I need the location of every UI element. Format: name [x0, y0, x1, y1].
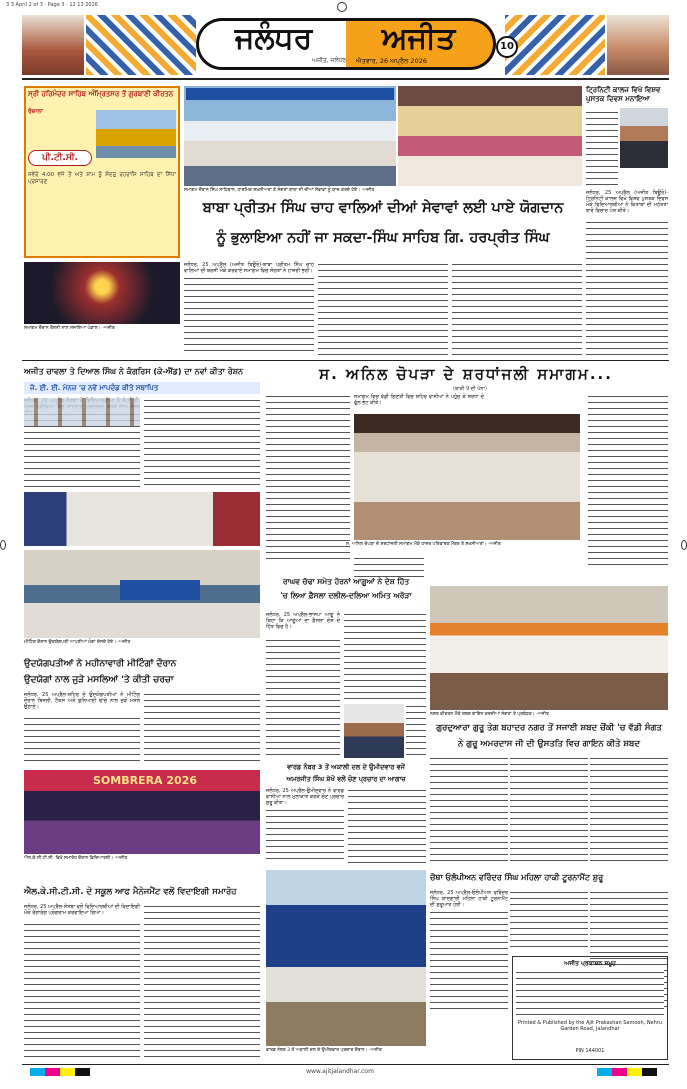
left-ad-title: ਸ੍ਰੀ ਹਰਿਮੰਦਰ ਸਾਹਿਬ ਅੰਮ੍ਰਿਤਸਰ ਤੋਂ ਗੁਰਬਾਣੀ ਕੀਰਤਨ	[28, 90, 174, 98]
bus-caption: ਵਾਰਡ ਨੰਬਰ 3 ਤੋਂ ਅਕਾਲੀ ਦਲ ਦੇ ਉਮੀਦਵਾਰ ਪ੍ਰਚਾਰ ਦੌਰਾਨ। -ਅਜੀਤ	[266, 1048, 382, 1053]
lead-body-col-3	[452, 262, 582, 356]
night-pandal-photo	[24, 262, 180, 324]
registration-mark-left	[0, 540, 6, 550]
section-rule-1	[22, 360, 669, 361]
lead-photo-1	[184, 86, 396, 186]
masthead-pattern-left	[86, 15, 196, 75]
amit-body-col-3	[406, 704, 426, 758]
ward-body-col-1	[266, 808, 344, 864]
lead-photo-1-banner	[186, 88, 394, 100]
school-body: ਜਲੰਧਰ, 25 ਅਪ੍ਰੈਲ-ਸੰਸਥਾ ਵਲੋਂ ਵਿਦਿਆਰਥੀਆਂ ਦੀ ਵਿਦਾਇਗੀ ਮੌਕੇ ਰੰਗਾਰੰਗ ਪ੍ਰੋਗਰਾਮ ਕਰਵਾਇਆ ਗਿਆ।	[24, 904, 140, 916]
industry-headline-1: ਉਦਯੋਗਪਤੀਆਂ ਨੇ ਮਹੀਨਾਵਾਰੀ ਮੀਟਿੰਗਾਂ ਦੌਰਾਨ	[24, 659, 177, 669]
crowd-body-col-1	[430, 756, 508, 864]
lead-body-col-1	[184, 276, 314, 356]
masthead-pattern-right	[505, 15, 605, 75]
memorial-headline: ਸ. ਅਨਿਲ ਚੋਪੜਾ ਦੇ ਸ਼ਰਧਾਂਜਲੀ ਸਮਾਗਮ...	[319, 365, 613, 383]
footer-color-bar-right	[597, 1068, 657, 1076]
masthead-title-left: ਜਲੰਧਰ	[234, 21, 313, 56]
joint-action-banner	[120, 580, 200, 600]
footer-rule	[22, 1064, 669, 1065]
jee-students-photo	[24, 492, 260, 546]
industry-caption: ਮੀਟਿੰਗ ਦੌਰਾਨ ਉਦਯੋਗਪਤੀ ਆਪਣੀਆਂ ਮੰਗਾਂ ਦੱਸਦੇ ਹੋਏ। -ਅਜੀਤ	[24, 640, 131, 645]
left-ad-badge: ਪੀ.ਟੀ.ਸੀ.	[28, 150, 92, 166]
school-headline: ਐਲ.ਕੇ.ਸੀ.ਟੀ.ਸੀ. ਦੇ ਸਕੂਲ ਆਫ ਮੈਨੇਜਮੈਂਟ ਵਲੋਂ ਵਿਦਾਇਗੀ ਸਮਾਰੋਹ	[24, 887, 237, 897]
campaign-bus-photo	[266, 870, 426, 1046]
amit-body-col-1	[266, 638, 340, 758]
memorial-caption: ਸ. ਅਨਿਲ ਚੋਪੜਾ ਦੇ ਸ਼ਰਧਾਂਜਲੀ ਸਮਾਗਮ ਮੌਕੇ ਹਾਜ਼ਰ ਪਰਿਵਾਰਕ ਮੈਂਬਰ ਤੇ ਸ਼ਖ਼ਸੀਅਤਾਂ। -ਅਜੀਤ	[346, 542, 501, 547]
top-right-body: ਜਲੰਧਰ, 25 ਅਪ੍ਰੈਲ (ਅਜੀਤ ਬਿਊਰੋ)-ਟ੍ਰਿਨਿਟੀ ਕਾਲਜ ਵਿਖੇ ਵਿਸ਼ਵ ਪੁਸਤਕ ਦਿਵਸ ਮੌਕੇ ਵਿਦਿਆਰਥੀਆਂ ਨੇ ਕਿਤਾਬਾਂ ਦੀ ਮਹੱਤਤਾ ਬਾਰੇ ਵਿਚਾਰ ਪੇਸ਼ ਕੀਤੇ।	[586, 190, 668, 214]
school-body-col-1	[24, 922, 140, 1060]
imprint-lines	[516, 970, 664, 1018]
sangat-crowd-photo	[430, 586, 668, 710]
footer-text: www.ajitjalandhar.com	[306, 1068, 374, 1075]
amit-dek-2: ਅਮਰਜੀਤ ਸਿੰਘ ਸ਼ੇਖੋਂ ਵਲੋਂ ਚੋਣ ਪ੍ਰਚਾਰ ਦਾ ਆਗਾਜ਼	[286, 775, 406, 783]
amit-dek-1: ਵਾਰਡ ਨੰਬਰ 3 ਤੋਂ ਅਕਾਲੀ ਦਲ ਦੇ ਉਮੀਦਵਾਰ ਵਜੋਂ	[287, 763, 405, 771]
hockey-headline: ਚੌਥਾ ਓਲੰਪੀਅਨ ਵਰਿੰਦਰ ਸਿੰਘ ਮਹਿਲਾ ਹਾਕੀ ਟੂਰਨਾਮੈਂਟ ਸ਼ੁਰੂ	[430, 873, 604, 882]
lead-photo-2	[398, 86, 582, 186]
imprint-title: ਅਜੀਤ ਪ੍ਰਕਾਸ਼ਨ ਸਮੂਹ	[564, 960, 616, 967]
mid-left-banner: ਜੇ. ਈ. ਈ. ਮੇਨਜ਼ 'ਚ ਨਵੇਂ ਮਾਪਦੰਡ ਕੀਤੇ ਸਥਾਪਿਤ	[24, 382, 260, 394]
crowd-body-col-3	[590, 756, 668, 864]
industry-body-col-2	[144, 692, 260, 764]
memorial-body-col-2	[588, 394, 668, 568]
top-right-body-2	[586, 220, 668, 360]
print-slug: 3 3 April 2 of 3 · Page 3 · 12 13 2026	[6, 2, 98, 8]
crowd-caption: ਨਗਰ ਕੀਰਤਨ ਮੌਕੇ ਸ਼ਬਦ ਗਾਇਨ ਕਰਦੀਆਂ ਸੰਗਤਾਂ ਤੇ ਪ੍ਰਬੰਧਕ। -ਅਜੀਤ	[430, 712, 549, 717]
registration-mark-right	[681, 540, 687, 550]
lead-headline-1: ਬਾਬਾ ਪ੍ਰੀਤਮ ਸਿੰਘ ਚਾਹ ਵਾਲਿਆਂ ਦੀਆਂ ਸੇਵਾਵਾਂ ਲਈ ਪਾਏ ਯੋਗਦਾਨ	[202, 200, 564, 216]
top-right-portrait	[620, 108, 668, 168]
lead-headline-2: ਨੂੰ ਭੁਲਾਇਆ ਨਹੀਂ ਜਾ ਸਕਦਾ-ਸਿੰਘ ਸਾਹਿਬ ਗਿ. ਹਰਪ੍ਰੀਤ ਸਿੰਘ	[216, 230, 550, 246]
memorial-photo	[354, 414, 580, 540]
masthead-subtitle: ਅਜੀਤ, ਜਲੰਧਰ	[311, 57, 346, 64]
night-photo-caption: ਸਮਾਗਮ ਦੌਰਾਨ ਰੌਸ਼ਨੀ ਨਾਲ ਸਜਾਇਆ ਪੰਡਾਲ। -ਅਜੀਤ	[24, 326, 115, 331]
imprint-phone: PIN 144001	[575, 1048, 605, 1054]
ward-body-col-2	[348, 788, 426, 864]
masthead-right-building	[607, 15, 669, 75]
page-number: 10	[496, 36, 518, 58]
amit-headline-1: ਰਾਘਵ ਚੱਢਾ ਸਮੇਤ ਹੋਰਨਾਂ ਆਗੂਆਂ ਨੇ ਦੇਸ਼ ਹਿੱਤ	[282, 577, 410, 586]
amit-body-col-2	[344, 612, 426, 702]
industry-body: ਜਲੰਧਰ, 25 ਅਪ੍ਰੈਲ-ਸ਼ਹਿਰ ਦੇ ਉਦਯੋਗਪਤੀਆਂ ਨੇ ਮੀਟਿੰਗ ਦੌਰਾਨ ਬਿਜਲੀ, ਟੈਕਸ ਅਤੇ ਬੁਨਿਆਦੀ ਢਾਂਚੇ ਨਾਲ ਜੁੜੇ ਮਸਲੇ ਉਠਾਏ।	[24, 692, 140, 710]
mid-left-headline: ਅਜੀਤ ਚਾਵਲਾ ਤੇ ਦਿਆਲ ਸਿੰਘ ਨੇ ਕੰਗਰਿਸ (ਕੇ-ਐਂਡ) ਦਾ ਨਵਾਂ ਕੀਤਾ ਰੋਸ਼ਨ	[24, 367, 244, 376]
amit-headline-2: 'ਚ ਲਿਆ ਫ਼ੈਸਲਾ ਦਲੀਲ-ਦਲਿਆ ਅਮਿਤ ਅਰੋੜਾ	[280, 591, 412, 600]
masthead-date: ਐਤਵਾਰ, 26 ਅਪ੍ਰੈਲ 2026	[356, 57, 427, 65]
crowd-headline-1: ਗੁਰਦੁਆਰਾ ਗੁਰੂ ਤੇਗ ਬਹਾਦਰ ਨਗਰ ਤੋਂ ਸਜਾਈ ਸ਼ਬਦ ਚੌਂਕੀ 'ਚ ਵੱਡੀ ਸੰਗਤ	[436, 723, 662, 733]
masthead-title-right: ਅਜੀਤ	[381, 21, 456, 56]
hockey-body-col-2	[510, 890, 588, 952]
industry-body-col-1	[24, 716, 140, 764]
amit-portrait	[344, 704, 404, 758]
lead-photo-caption: ਸਮਾਗਮ ਦੌਰਾਨ ਸਿੰਘ ਸਾਹਿਬਾਨ, ਧਾਰਮਿਕ ਸ਼ਖ਼ਸੀਅਤਾਂ ਤੇ ਸੰਗਤਾਂ ਬਾਬਾ ਜੀ ਦੀਆਂ ਸੇਵਾਵਾਂ ਨੂੰ ਯਾਦ ਕਰਦੇ ਹੋਏ। -ਅਜੀਤ	[184, 188, 375, 193]
school-body-col-2	[144, 904, 260, 1060]
lead-body-intro: ਜਲੰਧਰ, 25 ਅਪ੍ਰੈਲ (ਅਜੀਤ ਬਿਊਰੋ)-ਬਾਬਾ ਪ੍ਰੀਤਮ ਸਿੰਘ ਚਾਹ ਵਾਲਿਆਂ ਦੀ ਬਰਸੀ ਮੌਕੇ ਕਰਵਾਏ ਸਮਾਗਮ ਵਿਚ ਸੰਗਤਾਂ ਨੇ ਹਾਜ਼ਰੀ ਭਰੀ।	[184, 262, 314, 274]
amit-body-2: ਜਲੰਧਰ, 25 ਅਪ੍ਰੈਲ-ਉਮੀਦਵਾਰ ਨੇ ਵਾਰਡ ਵਾਸੀਆਂ ਨਾਲ ਮੁਲਾਕਾਤ ਕਰਕੇ ਚੋਣ ਪ੍ਰਚਾਰ ਸ਼ੁਰੂ ਕੀਤਾ।	[266, 788, 344, 806]
masthead-banner	[196, 18, 496, 70]
memorial-body: ਸਮਾਗਮ ਵਿਚ ਵੱਡੀ ਗਿਣਤੀ ਵਿਚ ਸ਼ਹਿਰ ਵਾਸੀਆਂ ਨੇ ਪਹੁੰਚ ਕੇ ਸ਼ਰਧਾ ਦੇ ਫੁੱਲ ਭੇਟ ਕੀਤੇ।	[354, 394, 484, 406]
mid-left-body-col-2	[144, 398, 260, 488]
imprint-body: Printed & Published by the Ajit Prakashan Samooh, Nehru Garden Road, Jalandhar	[517, 1020, 663, 1032]
hockey-body: ਜਲੰਧਰ, 25 ਅਪ੍ਰੈਲ-ਓਲੰਪੀਅਨ ਵਰਿੰਦਰ ਸਿੰਘ ਯਾਦਗਾਰੀ ਮਹਿਲਾ ਹਾਕੀ ਟੂਰਨਾਮੈਂਟ ਦੀ ਸ਼ੁਰੂਆਤ ਹੋਈ।	[430, 890, 508, 908]
lead-body-col-2	[318, 262, 448, 356]
amit-body: ਜਲੰਧਰ, 25 ਅਪ੍ਰੈਲ-ਭਾਜਪਾ ਆਗੂ ਨੇ ਕਿਹਾ ਕਿ ਆਗੂਆਂ ਦਾ ਫ਼ੈਸਲਾ ਦੇਸ਼ ਦੇ ਹਿੱਤ ਵਿਚ ਹੈ।	[266, 612, 340, 630]
crowd-headline-2: ਨੇ ਗੁਰੂ ਅਮਰਦਾਸ ਜੀ ਦੀ ਉਸਤਤਿ ਵਿਚ ਗਾਇਨ ਕੀਤੇ ਸ਼ਬਦ	[458, 739, 640, 749]
top-right-body-1	[586, 110, 618, 190]
memorial-jump: (ਬਾਕੀ 9 ਦੀ ਪੰਨਾ)	[453, 386, 487, 392]
masthead-rule	[22, 78, 669, 80]
industry-headline-2: ਉਦਯੋਗਾਂ ਨਾਲ ਜੁੜੇ ਮਸਲਿਆਂ 'ਤੇ ਕੀਤੀ ਚਰਚਾ	[24, 675, 174, 685]
left-ad-sub: ਰੋਜ਼ਾਨਾ	[28, 108, 43, 115]
mid-left-photo-grid	[24, 398, 140, 426]
memorial-body-col-1	[266, 394, 350, 564]
left-ad-body: ਸਵੇਰੇ 4:00 ਵਜੇ ਤੋਂ ਅਤੇ ਸ਼ਾਮ ਨੂੰ ਸੋਦਰੁ ਰਹਰਾਸਿ ਸਾਹਿਬ ਦਾ ਸਿੱਧਾ ਪ੍ਰਸਾਰਣ	[28, 172, 176, 185]
school-caption: ਐਲ.ਕੇ.ਸੀ.ਟੀ.ਸੀ. ਵਿਖੇ ਸਮਾਰੋਹ ਦੌਰਾਨ ਵਿਦਿਆਰਥੀ। -ਅਜੀਤ	[24, 856, 128, 861]
footer-color-bar	[30, 1068, 90, 1076]
registration-mark-top	[337, 2, 347, 12]
top-right-headline: ਟ੍ਰਿਨਿਟੀ ਕਾਲਜ ਵਿਖੇ ਵਿਸ਼ਵ ਪੁਸਤਕ ਦਿਵਸ ਮਨਾਇਆ	[586, 86, 661, 103]
golden-temple-image	[96, 110, 176, 158]
masthead-left-building	[22, 15, 84, 75]
sombrera-banner: SOMBRERA 2026	[92, 774, 198, 787]
hockey-body-col-1	[430, 910, 508, 1010]
crowd-body-col-2	[510, 756, 588, 864]
